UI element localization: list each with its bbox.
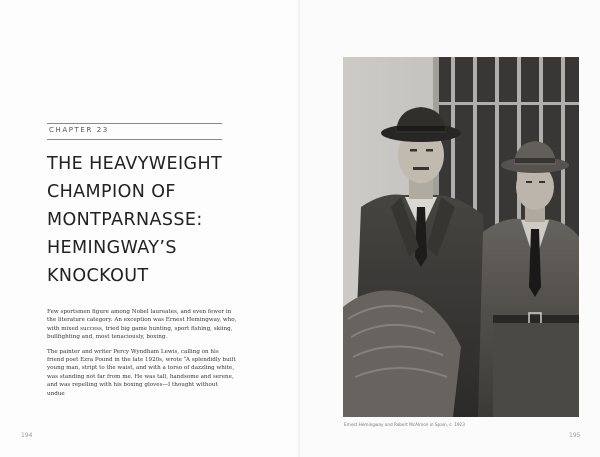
chapter-rule-top bbox=[47, 123, 222, 124]
page-number-left: 194 bbox=[21, 432, 33, 439]
title-line: MONTPARNASSE: bbox=[47, 210, 203, 230]
title-line: CHAMPION OF bbox=[47, 182, 176, 202]
title-line: HEMINGWAY’S bbox=[47, 238, 177, 258]
chapter-label: CHAPTER 23 bbox=[49, 126, 109, 134]
historical-photograph bbox=[343, 57, 579, 417]
body-text bbox=[47, 308, 237, 404]
body-paragraph: Few sportsmen figure among Nobel laureates, and even fewer in the literature category. An exception was Ernest Hemingway, who, with mixed success, tried big game hunting, sport fishing, skiing, bullfighting and, most tenaciously, boxing. bbox=[47, 309, 237, 341]
page-number-right: 195 bbox=[569, 432, 581, 439]
title-line: KNOCKOUT bbox=[47, 266, 149, 286]
body-paragraph: The painter and writer Percy Wyndham Lewis, calling on his friend poet Ezra Pound in the late 1920s, wrote “A splendidly built young man, stript to the waist, and with a torso of dazzling white, was standing not far from me. He was tall, handsome and serene, and was repelling with his boxing gloves—I thought without undue bbox=[47, 348, 236, 397]
chapter-title bbox=[47, 150, 287, 290]
title-line: THE HEAVYWEIGHT bbox=[47, 154, 223, 174]
photo-caption: Ernest Hemingway and Robert McAlmon in Spain, c. 1923 bbox=[344, 422, 465, 427]
chapter-rule-bottom bbox=[47, 139, 222, 140]
